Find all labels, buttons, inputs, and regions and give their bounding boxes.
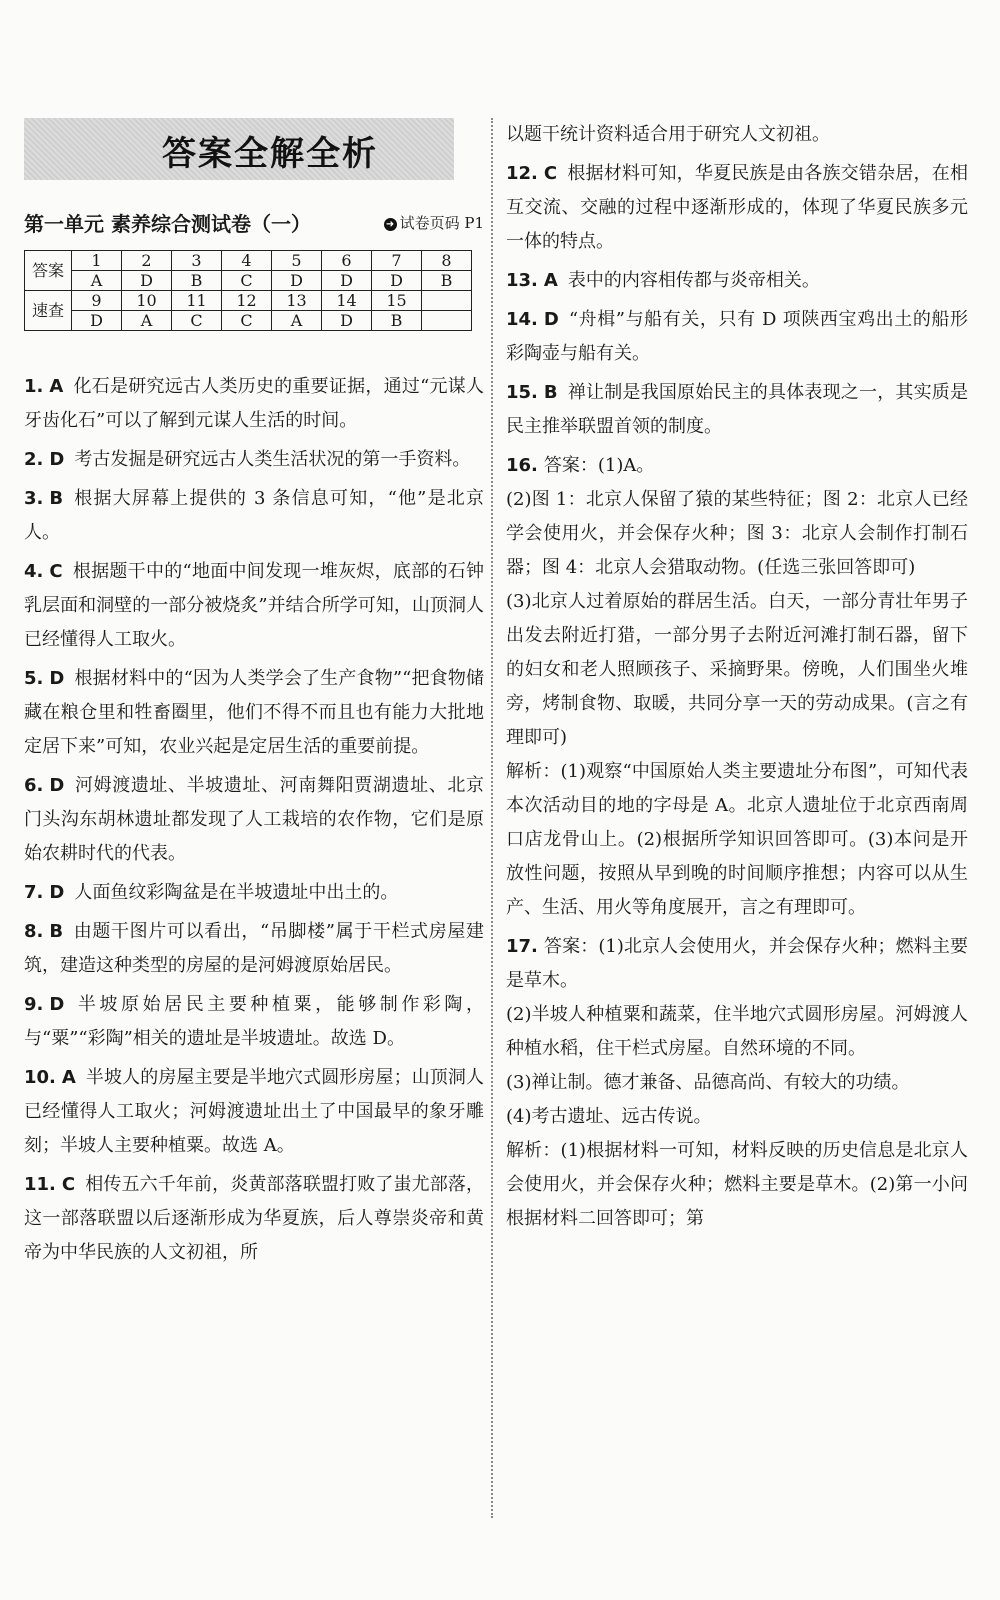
answer-item: 4. C 根据题干中的“地面中间发现一堆灰烬，底部的石钟乳层面和洞壁的一部分被烧炙”并结合所学可知，山顶洞人已经懂得人工取火。 <box>24 561 484 650</box>
page-reference <box>384 212 484 233</box>
q16-part-3: (3)北京人过着原始的群居生活。白天，一部分青壮年男子出发去附近打猎，一部分男子去附近河滩打制石器，留下的妇女和老人照顾孩子、采摘野果。傍晚，人们围坐火堆旁，烤制食物、取暖，共同分享一天的劳动成果。(言之有理即可) <box>506 591 968 748</box>
table-label-answer: 答案 <box>25 251 72 291</box>
table-cell: A <box>122 311 172 331</box>
table-cell: D <box>272 271 322 291</box>
answer-item: 10. A 半坡人的房屋主要是半地穴式圆形房屋；山顶洞人已经懂得人工取火；河姆渡遗址出土了中国最早的象牙雕刻；半坡人主要种植粟。故选 A。 <box>24 1067 484 1156</box>
answer-item: 1. A 化石是研究远古人类历史的重要证据，通过“元谋人牙齿化石”可以了解到元谋人生活的时间。 <box>24 376 484 431</box>
table-cell: D <box>72 311 122 331</box>
banner-title: 答案全解全析 <box>162 134 378 174</box>
continued-text: 以题干统计资料适合用于研究人文初祖。 <box>506 124 830 145</box>
question-17 <box>506 930 968 1236</box>
table-cell: 15 <box>372 291 422 311</box>
table-cell: 12 <box>222 291 272 311</box>
table-cell: 13 <box>272 291 322 311</box>
table-cell: C <box>222 271 272 291</box>
table-cell: 3 <box>172 251 222 271</box>
answer-item: 5. D 根据材料中的“因为人类学会了生产食物”“把食物储藏在粮仓里和牲畜圈里，他们不得不而且也有能力大批地定居下来”可知，农业兴起是定居生活的重要前提。 <box>24 668 484 757</box>
table-cell: 2 <box>122 251 172 271</box>
table-cell: 9 <box>72 291 122 311</box>
table-cell: B <box>372 311 422 331</box>
table-cell: 8 <box>422 251 472 271</box>
q17-part-4: (4)考古遗址、远古传说。 <box>506 1106 712 1127</box>
table-cell: B <box>172 271 222 291</box>
table-cell: A <box>72 271 122 291</box>
q17-analysis: 解析：(1)根据材料一可知，材料反映的历史信息是北京人会使用火，并会保存火种；燃料主要是草木。(2)第一小问根据材料二回答即可；第 <box>506 1140 968 1229</box>
q16-answer-line: 16. 答案：(1)A。 <box>506 455 655 476</box>
table-cell: 5 <box>272 251 322 271</box>
table-cell: A <box>272 311 322 331</box>
table-label-quick: 速查 <box>25 291 72 331</box>
table-cell: D <box>122 271 172 291</box>
table-cell <box>422 291 472 311</box>
table-cell <box>422 311 472 331</box>
table-cell: 7 <box>372 251 422 271</box>
answer-item: 12. C 根据材料可知，华夏民族是由各族交错杂居，在相互交流、交融的过程中逐渐形成的，体现了华夏民族多元一体的特点。 <box>506 163 968 252</box>
q17-part-3: (3)禅让制。德才兼备、品德高尚、有较大的功绩。 <box>506 1072 910 1093</box>
page-reference-text: 试卷页码 P1 <box>399 214 484 232</box>
answer-item: 13. A 表中的内容相传都与炎帝相关。 <box>506 270 820 291</box>
left-answer-list <box>24 370 484 1275</box>
answer-item: 2. D 考古发掘是研究远古人类生活状况的第一手资料。 <box>24 449 471 470</box>
column-divider <box>491 118 493 1518</box>
table-cell: 1 <box>72 251 122 271</box>
table-cell: C <box>172 311 222 331</box>
section-title: 第一单元 素养综合测试卷（一） <box>24 212 311 236</box>
table-cell: D <box>322 271 372 291</box>
answer-item: 3. B 根据大屏幕上提供的 3 条信息可知，“他”是北京人。 <box>24 488 484 543</box>
table-cell: 11 <box>172 291 222 311</box>
answer-quick-table <box>24 250 472 331</box>
answer-item: 14. D “舟楫”与船有关，只有 D 项陕西宝鸡出土的船形彩陶壶与船有关。 <box>506 309 968 364</box>
question-16 <box>506 449 968 925</box>
banner <box>24 118 454 180</box>
answer-item: 6. D 河姆渡遗址、半坡遗址、河南舞阳贾湖遗址、北京门头沟东胡林遗址都发现了人工栽培的农作物，它们是原始农耕时代的代表。 <box>24 775 484 864</box>
answer-item: 7. D 人面鱼纹彩陶盆是在半坡遗址中出土的。 <box>24 882 399 903</box>
table-cell: D <box>372 271 422 291</box>
section-header <box>24 208 484 238</box>
table-cell: 4 <box>222 251 272 271</box>
arrow-right-icon: ➜ <box>384 218 397 231</box>
table-cell: 14 <box>322 291 372 311</box>
answer-item: 11. C 相传五六千年前，炎黄部落联盟打败了蚩尤部落，这一部落联盟以后逐渐形成为华夏族，后人尊崇炎帝和黄帝为中华民族的人文初祖，所 <box>24 1174 484 1263</box>
right-answer-list <box>506 118 968 1236</box>
q16-part-2: (2)图 1：北京人保留了猿的某些特征；图 2：北京人已经学会使用火，并会保存火种；图 3：北京人会制作打制石器；图 4：北京人会猎取动物。(任选三张回答即可) <box>506 489 968 578</box>
q16-analysis: 解析：(1)观察“中国原始人类主要遗址分布图”，可知代表本次活动目的地的字母是 A。北京人遗址位于北京西南周口店龙骨山上。(2)根据所学知识回答即可。(3)本问是开放性问题，按照从早到晚的时间顺序推想；内容可以从生产、生活、用火等角度展开，言之有理即可。 <box>506 761 968 918</box>
table-cell: B <box>422 271 472 291</box>
answer-item: 8. B 由题干图片可以看出，“吊脚楼”属于干栏式房屋建筑，建造这种类型的房屋的是河姆渡原始居民。 <box>24 921 484 976</box>
answer-item: 9. D 半坡原始居民主要种植粟，能够制作彩陶，与“粟”“彩陶”相关的遗址是半坡遗址。故选 D。 <box>24 994 484 1049</box>
table-cell: C <box>222 311 272 331</box>
answer-item: 15. B 禅让制是我国原始民主的具体表现之一，其实质是民主推举联盟首领的制度。 <box>506 382 968 437</box>
table-cell: 10 <box>122 291 172 311</box>
table-cell: 6 <box>322 251 372 271</box>
q17-part-2: (2)半坡人种植粟和蔬菜，住半地穴式圆形房屋。河姆渡人种植水稻，住干栏式房屋。自然环境的不同。 <box>506 1004 968 1059</box>
q17-answer-line: 17. 答案：(1)北京人会使用火，并会保存火种；燃料主要是草木。 <box>506 936 968 991</box>
table-cell: D <box>322 311 372 331</box>
